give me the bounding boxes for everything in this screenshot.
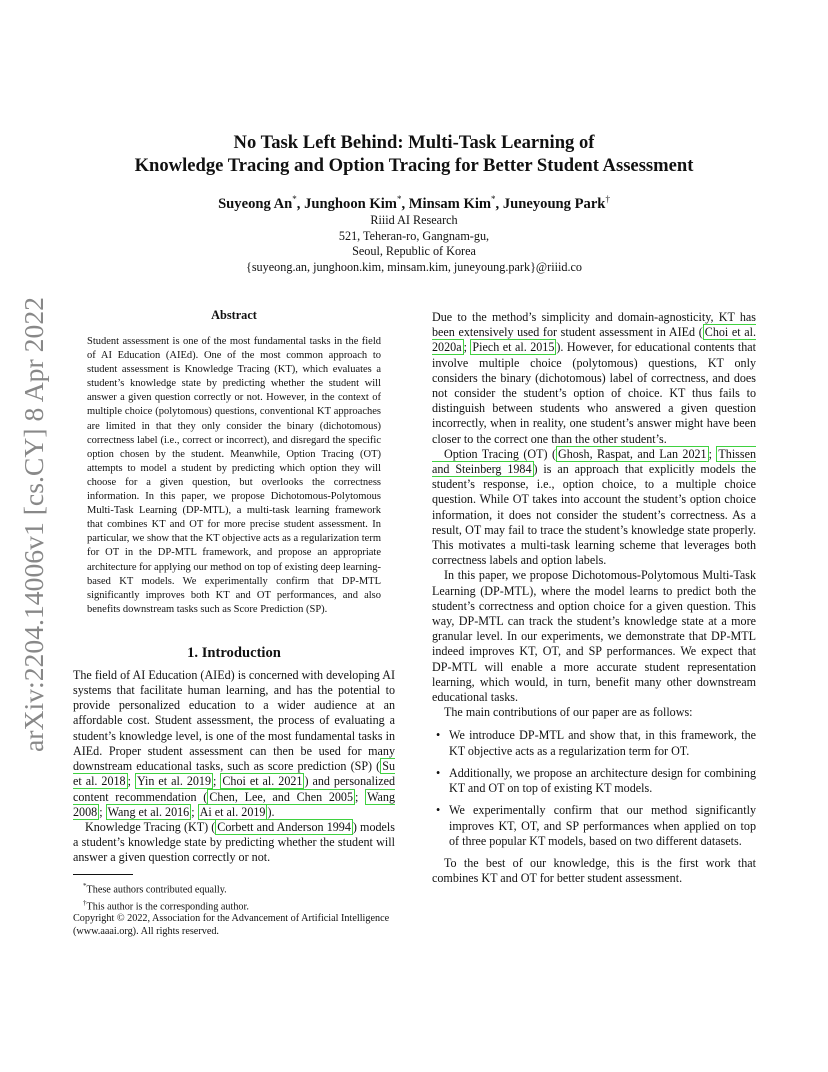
footnote-rule	[73, 874, 133, 875]
list-item-text: Additionally, we propose an architecture design for combining KT and OT on top of existing KT models.	[449, 765, 756, 796]
citation-link[interactable]: Ghosh, Raspat, and Lan 2021	[557, 446, 707, 461]
list-item	[432, 766, 756, 796]
footnote-corresponding-author	[73, 897, 395, 914]
paper-title-line-1: No Task Left Behind: Multi-Task Learning of	[233, 132, 595, 153]
citation-link[interactable]: Su et al. 2018	[73, 759, 395, 789]
affiliation-city: Seoul, Republic of Korea	[352, 244, 476, 258]
affiliation-org: Riiid AI Research	[370, 213, 458, 227]
contributions-intro: The main contributions of our paper are as follows:	[444, 705, 693, 720]
list-item-text: We introduce DP-MTL and show that, in this framework, the KT objective acts as a regularization term for OT.	[449, 728, 756, 758]
abstract-heading: Abstract	[211, 308, 257, 322]
bullet-icon: •	[436, 765, 441, 780]
citation-link[interactable]: Piech et al. 2015	[472, 340, 555, 355]
citation-link[interactable]: Ai et al. 2019	[199, 804, 266, 819]
bullet-icon: •	[436, 728, 441, 743]
abstract-text: Student assessment is one of the most fundamental tasks in the field of AI Education (AIEd). One of the most common approach to student assessment is Knowledge Tracing (KT), which evaluates a student’s knowledge state by predicting whether the student will answer a given question correctly or not. However, in the context of multiple choice (polytomous) questions, conventional KT approaches are limited in that they only consider the binary (dichotomous) correctness label (i.e., correct or incorrect), and disregard the specific option chosen by the student. Meanwhile, Option Tracing (OT) attempts to model a student by predicting which option they will choose for a given question, but overlooks the correctness information. In this paper, we propose Dichotomous-Polytomous Multi-Task Learning (DP-MTL), a multi-task learning framework that combines KT and OT for more precise student assessment. In particular, we show that the KT objective acts as a regularization term for OT in the DP-MTL framework, and propose an appropriate architecture for applying our method on top of existing deep learning-based KT models. We experimentally confirm that DP-MTL significantly improves both KT and OT performances, and also benefits downstream tasks such as Score Prediction (SP).	[87, 336, 381, 615]
citation-link[interactable]: Wang 2008	[73, 789, 396, 819]
contributions-list	[432, 728, 756, 848]
author-affiliation-mark: *	[396, 194, 402, 204]
introduction-heading: 1. Introduction	[187, 644, 281, 661]
footnote-text: This author is the corresponding author.	[86, 900, 249, 912]
author-name: Suyeong An	[218, 195, 293, 212]
citation-link[interactable]: Choi et al. 2020a	[432, 325, 756, 355]
right-paragraph-1: Due to the method’s simplicity and domain-agnosticity, KT has been extensively used for student assessment in AIEd ( Choi et al. 2020a ; Piech et al. 2015 ). However, for educational contents that involve multiple choice (polytomous) questions, KT only considers the binary (dichotomous) label of correctness, and does not consider the student’s option of choice. KT thus fails to distinguish between students who answered a given question incorrectly, when in reality, one student’s answer might have been closer to the correct one than the other student’s.	[432, 310, 756, 446]
author-affiliation-mark: *	[491, 194, 496, 204]
affiliation-emails: {suyeong.an, junghoon.kim, minsam.kim, juneyoung.park}@riiid.co	[245, 259, 583, 274]
list-item-text: We experimentally confirm that our method significantly improves KT, OT, and SP performances when applied on top of three popular KT models, based on two different datasets.	[449, 803, 756, 848]
footnote-text: These authors contributed equally.	[86, 883, 227, 895]
author-name: Minsam Kim	[408, 195, 492, 212]
citation-link[interactable]: Thissen and Steinberg 1984	[432, 446, 757, 477]
list-item	[432, 803, 756, 849]
arxiv-identifier-stamp	[12, 290, 56, 760]
author-name: Juneyoung Park	[502, 195, 606, 212]
right-paragraph-3: In this paper, we propose Dichotomous-Polytomous Multi-Task Learning (DP-MTL), where the model learns to predict both the student’s correctness and option choice for a given question. This way, DP-MTL can track the student’s knowledge state at a more granular level. In our experiments, we demonstrate that DP-MTL indeed improves KT, OT, and SP performances. We expect that DP-MTL will enable a more accurate student representation learning, which would, in turn, benefit many other downstream educational tasks.	[432, 568, 756, 705]
citation-link[interactable]: Wang et al. 2016	[107, 804, 190, 819]
arxiv-identifier-text: arXiv:2204.14006v1 [cs.CY] 8 Apr 2022	[19, 308, 49, 752]
author-name: Junghoon Kim	[304, 195, 397, 212]
citation-link[interactable]: Chen, Lee, and Chen 2005	[209, 789, 354, 804]
citation-link[interactable]: Corbett and Anderson 1994	[217, 819, 351, 834]
footnote-equal-contribution	[73, 880, 395, 897]
paper-title-line-2: Knowledge Tracing and Option Tracing for Better Student Assessment	[134, 155, 694, 176]
citation-link[interactable]: Yin et al. 2019	[136, 774, 212, 789]
affiliation-street: 521, Teheran-ro, Gangnam-gu,	[338, 228, 490, 243]
right-paragraph-2: Option Tracing (OT) ( Ghosh, Raspat, and Lan 2021 ; Thissen and Steinberg 1984 ) is an approach that explicitly models the student’s response, i.e., option choice, to a multiple choice question. While OT takes into account the student’s option choice information, it does not consider the student’s correctness. As a result, OT may fail to trace the student’s knowledge state properly. This motivates a multi-task learning scheme that leverages both correctness labels and option labels.	[432, 446, 757, 568]
list-item	[432, 728, 756, 758]
author-affiliation-mark: †	[605, 194, 610, 204]
citation-link[interactable]: Choi et al. 2021	[222, 774, 303, 789]
left-column	[73, 308, 395, 939]
author-affiliation-mark: *	[292, 194, 297, 204]
footnote-mark: *	[83, 881, 87, 890]
intro-paragraph-2: Knowledge Tracing (KT) ( Corbett and Anderson 1994 ) models a student’s knowledge state by predicting whether the student will answer a given question correctly or not.	[73, 819, 395, 865]
affiliation-block	[74, 213, 754, 275]
closing-paragraph: To the best of our knowledge, this is the first work that combines KT and OT for better student assessment.	[432, 855, 756, 886]
bullet-icon: •	[436, 803, 441, 818]
paper-title	[74, 131, 754, 177]
author-list: Suyeong An*, Junghoon Kim*, Minsam Kim*, Juneyoung Park†	[218, 194, 610, 212]
copyright-notice: Copyright © 2022, Association for the Advancement of Artificial Intelligence (www.aaai.org). All rights reserved.	[73, 913, 390, 938]
intro-paragraph-1: The field of AI Education (AIEd) is concerned with developing AI systems that facilitate human learning, and has the potential to provide personalized education to a wider audience at an affordable cost. Student assessment, the process of evaluating a student’s knowledge level, is one of the most fundamental tasks in AIEd. Proper student assessment can then be used for many downstream educational tasks, such as score prediction (SP) ( Su et al. 2018 ; Yin et al. 2019 ; Choi et al. 2021 ) and personalized content recommendation ( Chen, Lee, and Chen 2005 ; Wang 2008 ; Wang et al. 2016 ; Ai et al. 2019 ).	[73, 667, 396, 819]
footnote-mark: †	[83, 898, 87, 907]
right-column	[432, 310, 756, 886]
